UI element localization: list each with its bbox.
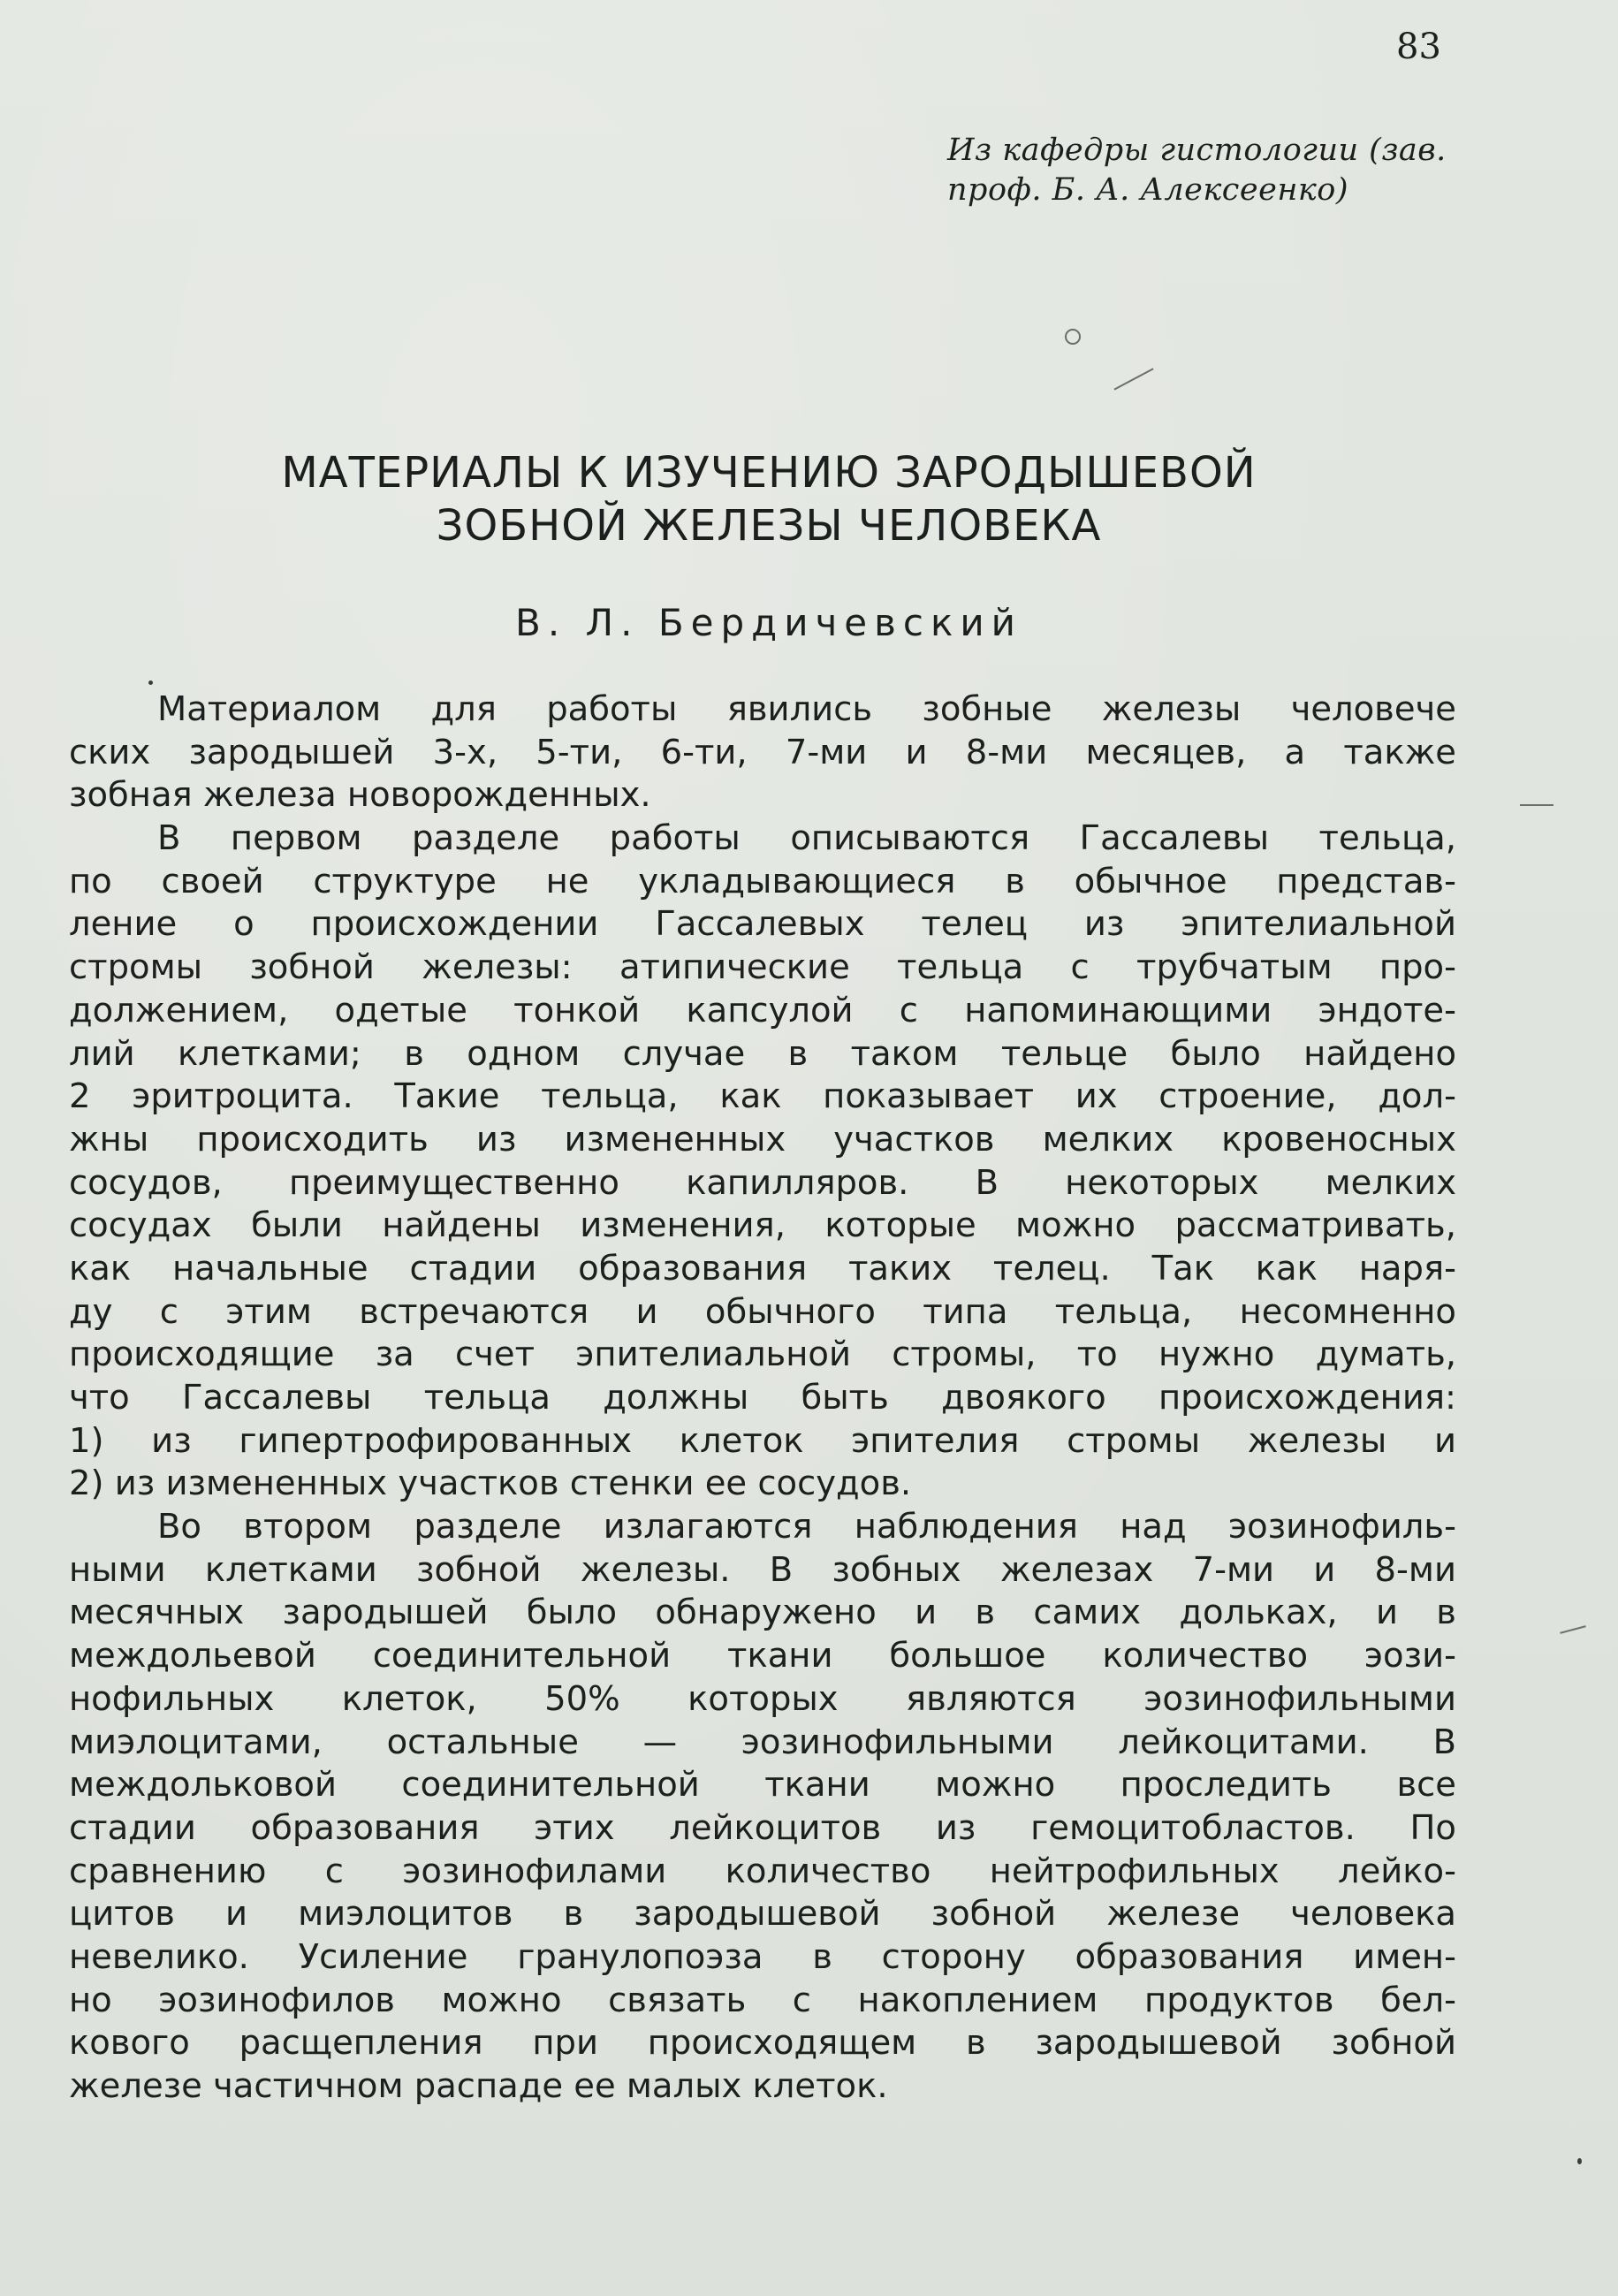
- paragraph-line: но эозинофилов можно связать с накоплением продуктов бел-: [69, 1980, 1456, 2020]
- paragraph-line: стадии образования этих лейкоцитов из гемоцитобластов. По: [69, 1807, 1456, 1848]
- paragraph-line: сравнению с эозинофилами количество нейтрофильных лейко-: [69, 1851, 1456, 1891]
- article-title-line-1: МАТЕРИАЛЫ К ИЗУЧЕНИЮ ЗАРОДЫШЕВОЙ: [281, 448, 1257, 498]
- article-body: [69, 688, 1456, 2109]
- paragraph-line: Материалом для работы явились зобные железы человече: [157, 689, 1456, 729]
- paragraph: [69, 817, 1456, 1506]
- paragraph-line: железе частичном распаде ее малых клеток.: [69, 2066, 888, 2106]
- paragraph-line: месячных зародышей было обнаружено и в самих дольках, и в: [69, 1593, 1456, 1633]
- paragraph-line: по своей структуре не укладывающиеся в обычное представ-: [69, 861, 1456, 901]
- paragraph-line: нофильных клеток, 50% которых являются эозинофильными: [69, 1678, 1456, 1719]
- paragraph-line: стромы зобной железы: атипические тельца с трубчатым про-: [69, 947, 1456, 988]
- paragraph-line: 2 эритроцита. Такие тельца, как показывает их строение, дол-: [69, 1076, 1456, 1117]
- paragraph-line: В первом разделе работы описываются Гассалевы тельца,: [157, 818, 1456, 859]
- article-title-line-2: ЗОБНОЙ ЖЕЛЕЗЫ ЧЕЛОВЕКА: [436, 501, 1102, 551]
- scan-mark: [1560, 1625, 1585, 1634]
- paragraph-line: зобная железа новорожденных.: [69, 775, 651, 816]
- paragraph-line: ными клетками зобной железы. В зобных железах 7-ми и 8-ми: [69, 1549, 1456, 1590]
- paragraph-line: жны происходить из измененных участков мелких кровеносных: [69, 1119, 1456, 1159]
- article-title: [133, 446, 1405, 552]
- paragraph-line: лий клетками; в одном случае в таком тельце было найдено: [69, 1033, 1456, 1074]
- scan-speck: [148, 680, 153, 685]
- paragraph-line: 2) из измененных участков стенки ее сосудов.: [69, 1464, 912, 1504]
- paragraph-line: цитов и миэлоцитов в зародышевой зобной железе человека: [69, 1894, 1456, 1935]
- paragraph-line: невелико. Усиление гранулопоэза в сторону образования имен-: [69, 1936, 1456, 1977]
- paragraph-line: Во втором разделе излагаются наблюдения над эозинофиль-: [157, 1507, 1456, 1547]
- paragraph-line: как начальные стадии образования таких телец. Так как наря-: [69, 1248, 1456, 1289]
- paragraph-line: ление о происхождении Гассалевых телец из эпителиальной: [69, 904, 1456, 945]
- paragraph-line: 1) из гипертрофированных клеток эпителия стромы железы и: [69, 1420, 1456, 1461]
- scan-mark: [1113, 368, 1153, 390]
- scan-mark: [1520, 804, 1553, 806]
- paragraph-line: ду с этим встречаются и обычного типа тельца, несомненно: [69, 1291, 1456, 1332]
- paragraph: [69, 688, 1456, 817]
- article-author: В. Л. Бердичевский: [515, 601, 1022, 644]
- paragraph-line: что Гассалевы тельца должны быть двоякого происхождения:: [69, 1378, 1456, 1418]
- paragraph-line: ских зародышей 3-х, 5-ти, 6-ти, 7-ми и 8-ми месяцев, а также: [69, 732, 1456, 772]
- scan-speck: [1065, 329, 1081, 345]
- paragraph-line: миэлоцитами, остальные — эозинофильными лейкоцитами. В: [69, 1722, 1456, 1762]
- paragraph: [69, 1506, 1456, 2109]
- affiliation-line-2: проф. Б. А. Алексеенко): [947, 172, 1349, 208]
- paragraph-line: сосудах были найдены изменения, которые можно рассматривать,: [69, 1205, 1456, 1246]
- affiliation-line-1: Из кафедры гистологии (зав.: [947, 133, 1447, 168]
- scan-speck: [1577, 2158, 1582, 2164]
- affiliation-note: [947, 131, 1566, 210]
- paragraph-line: должением, одетые тонкой капсулой с напоминающими эндоте-: [69, 990, 1456, 1030]
- paragraph-line: междольковой соединительной ткани можно проследить все: [69, 1765, 1456, 1806]
- paragraph-line: происходящие за счет эпителиальной стромы, то нужно думать,: [69, 1334, 1456, 1375]
- paragraph-line: кового расщепления при происходящем в зародышевой зобной: [69, 2023, 1456, 2064]
- paragraph-line: междольевой соединительной ткани большое количество эози-: [69, 1636, 1456, 1676]
- paragraph-line: сосудов, преимущественно капилляров. В некоторых мелких: [69, 1162, 1456, 1203]
- page-number: 83: [1396, 27, 1441, 67]
